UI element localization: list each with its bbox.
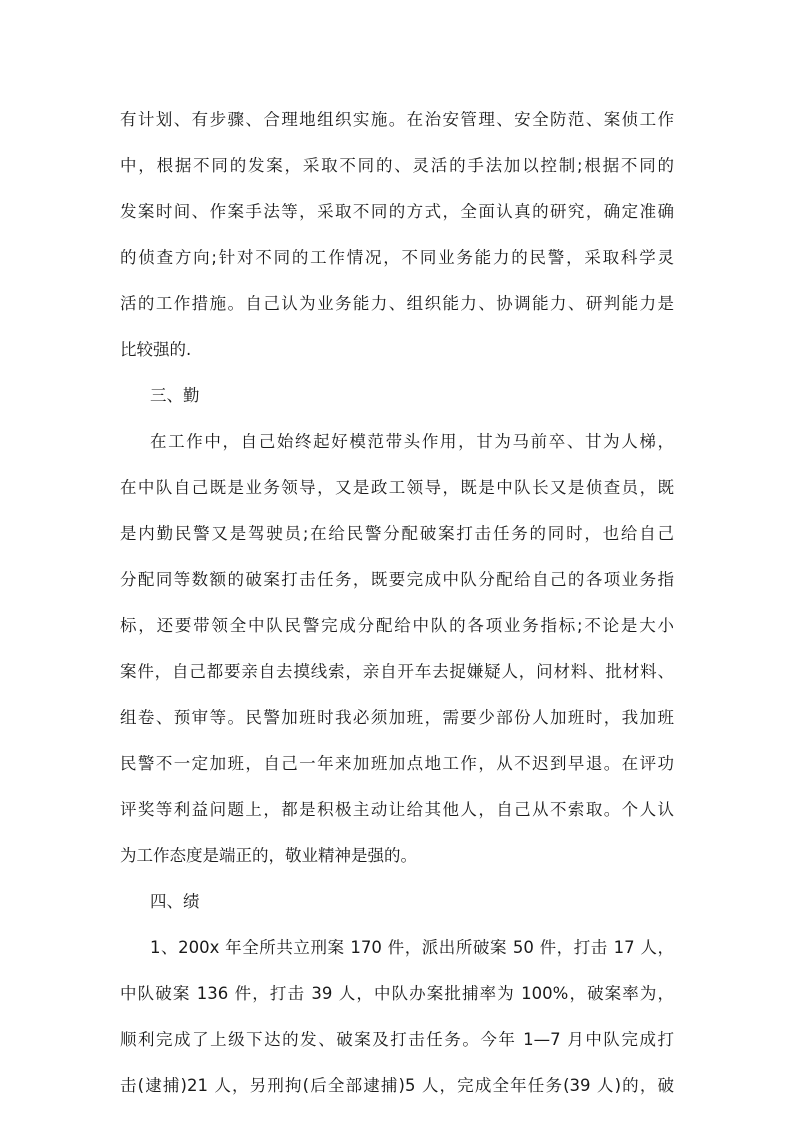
text-line: 中队破案 136 件，打击 39 人，中队办案批捕率为 100%，破案率为，	[120, 984, 674, 1003]
text-line: 三、勤	[150, 386, 200, 405]
text-line: 分配同等数额的破案打击任务，既要完成中队分配给自己的各项业务指	[120, 570, 674, 589]
text-line: 击(逮捕)21 人，另刑拘(后全部逮捕)5 人，完成全年任务(39 人)的，破	[120, 1076, 674, 1095]
document-body	[120, 97, 674, 1109]
text-line: 有计划、有步骤、合理地组织实施。在治安管理、安全防范、案侦工作	[120, 110, 674, 129]
text-line: 在工作中，自己始终起好模范带头作用，甘为马前卒、甘为人梯，	[150, 432, 674, 451]
text-line: 发案时间、作案手法等，采取不同的方式，全面认真的研究，确定准确	[120, 202, 674, 221]
text-line: 标，还要带领全中队民警完成分配给中队的各项业务指标;不论是大小	[120, 616, 674, 635]
text-line: 活的工作措施。自己认为业务能力、组织能力、协调能力、研判能力是	[120, 294, 674, 313]
text-line: 组卷、预审等。民警加班时我必须加班，需要少部份人加班时，我加班	[120, 708, 674, 727]
text-line: 的侦查方向;针对不同的工作情况，不同业务能力的民警，采取科学灵	[120, 248, 674, 267]
text-line: 为工作态度是端正的，敬业精神是强的。	[120, 846, 417, 865]
text-line: 1、200x 年全所共立刑案 170 件，派出所破案 50 件，打击 17 人，	[150, 938, 674, 957]
text-line: 中，根据不同的发案，采取不同的、灵活的手法加以控制;根据不同的	[120, 156, 674, 175]
text-line: 比较强的.	[120, 340, 192, 359]
text-line: 在中队自己既是业务领导，又是政工领导，既是中队长又是侦查员，既	[120, 478, 674, 497]
text-line: 四、绩	[150, 892, 200, 911]
text-line: 案件，自己都要亲自去摸线索，亲自开车去捉嫌疑人，问材料、批材料、	[120, 662, 674, 681]
text-line: 是内勤民警又是驾驶员;在给民警分配破案打击任务的同时，也给自己	[120, 524, 674, 543]
text-line: 顺利完成了上级下达的发、破案及打击任务。今年 1—7 月中队完成打	[120, 1030, 674, 1049]
text-line: 评奖等利益问题上，都是积极主动让给其他人，自己从不索取。个人认	[120, 800, 674, 819]
text-line: 民警不一定加班，自己一年来加班加点地工作，从不迟到早退。在评功	[120, 754, 674, 773]
